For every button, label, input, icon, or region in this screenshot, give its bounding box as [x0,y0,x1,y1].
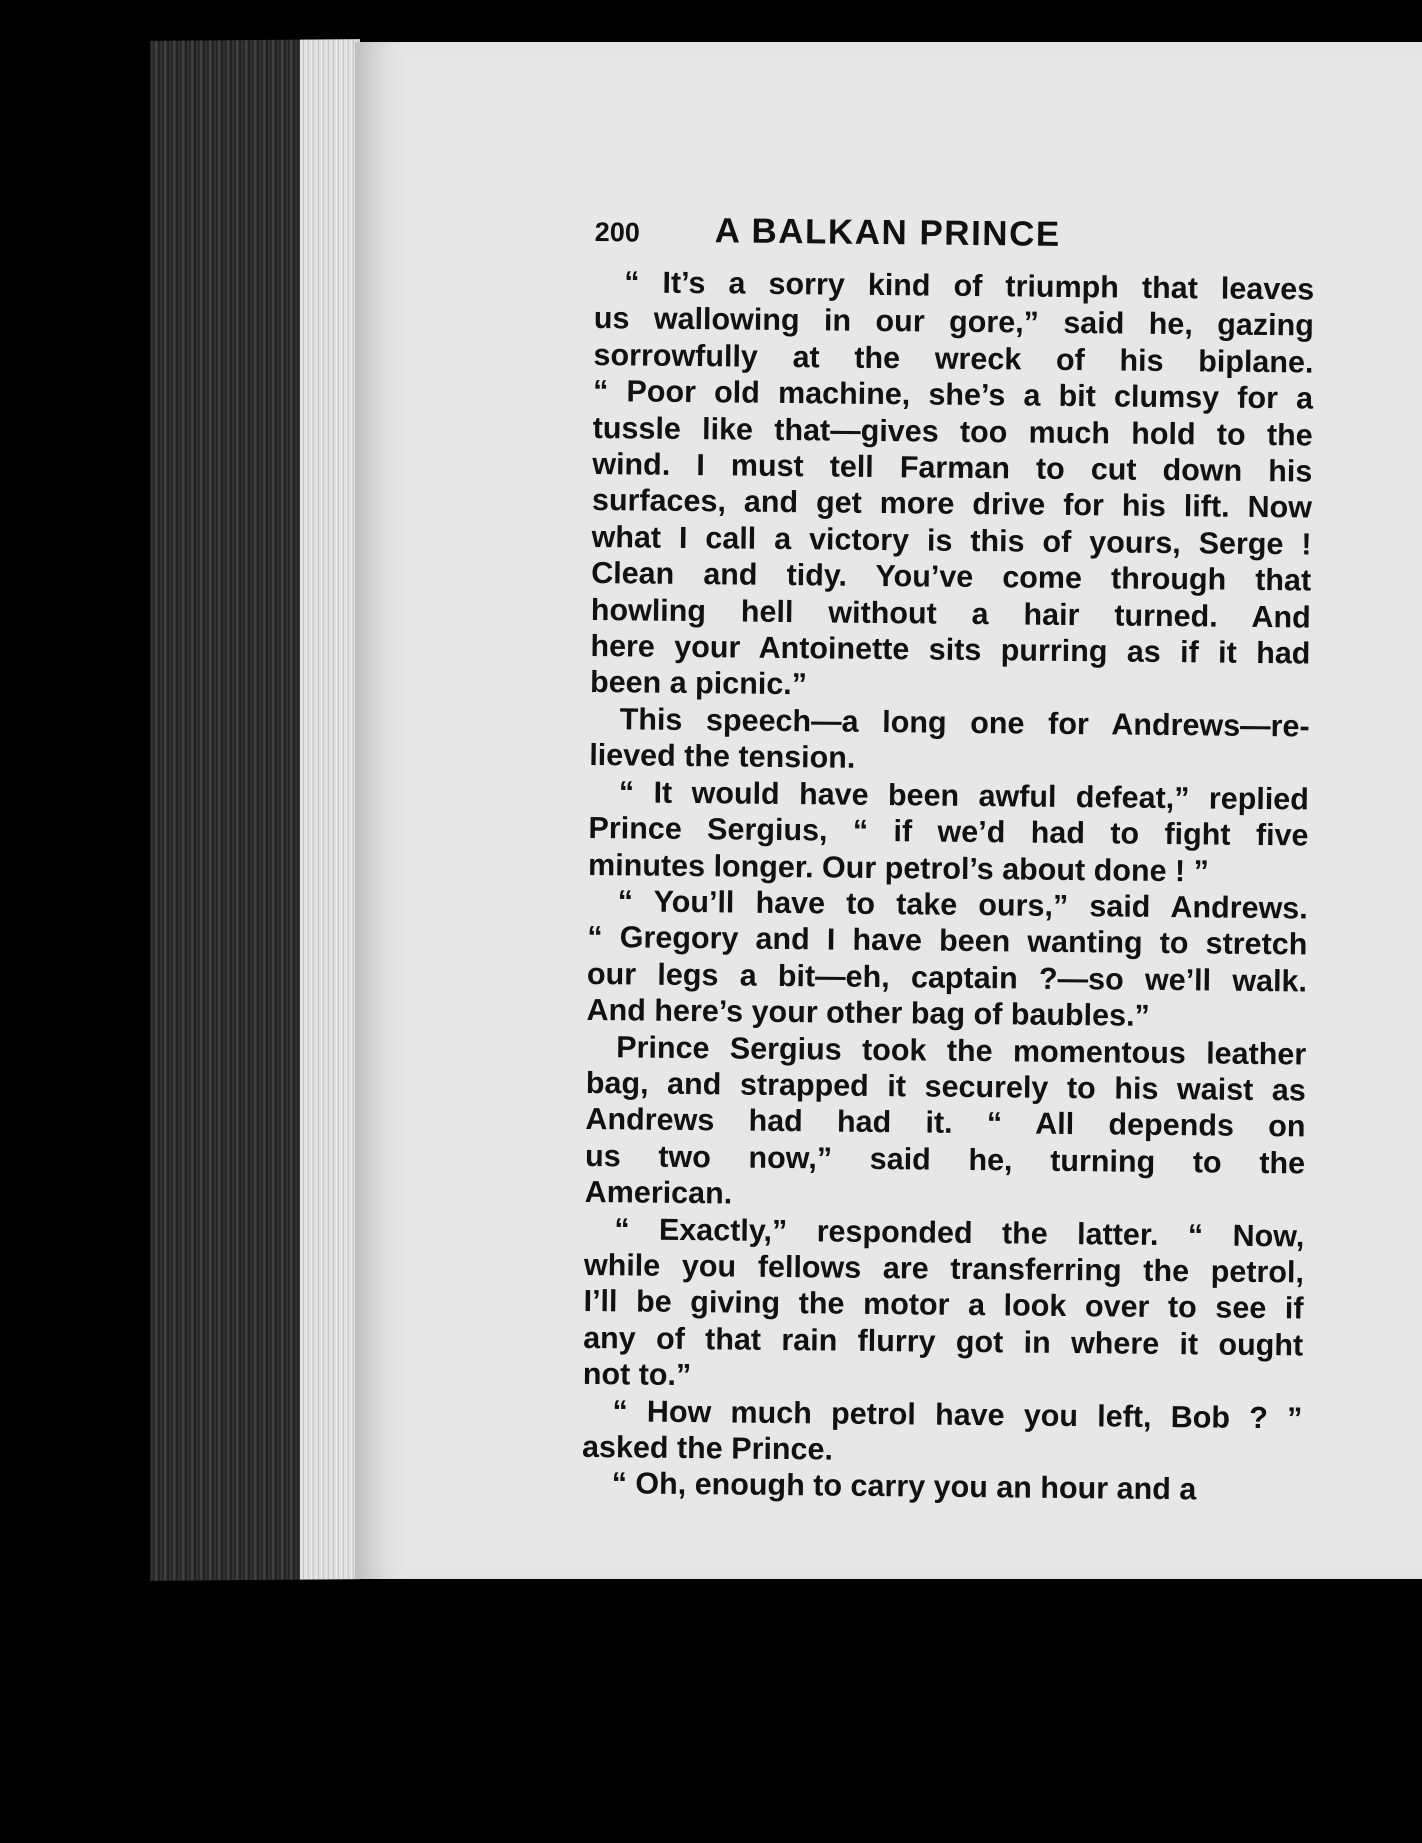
text-line: here your Antoinette sits purring as if it had [590,629,1311,671]
paragraph [590,264,1315,708]
text-line: our legs a bit—eh, captain ?—so we’ll walk. [586,956,1308,999]
paragraph [581,1465,1301,1509]
text-line: American. [584,1175,733,1211]
text-line: us two now,” said he, turning to the [584,1138,1306,1181]
text-line: “ It would have been awful defeat,” replied [618,774,1310,817]
text-line: “ Poor old machine, she’s a bit clumsy for a [592,374,1314,416]
text-line: “ How much petrol have you left, Bob ? ” [612,1393,1303,1436]
text-line: Andrews had had it. “ All depends on [585,1102,1306,1144]
page-number: 200 [594,216,640,248]
text-line: This speech—a long one for Andrews—re- [619,702,1310,744]
text-line: surfaces, and get more drive for his lift. Now [591,483,1313,525]
paragraph [589,701,1310,781]
text-line: Clean and tidy. You’ve come through that [591,556,1312,598]
text-line: while you fellows are transferring the petrol, [583,1247,1305,1290]
text-line: been a picnic.” [589,665,808,702]
text-line: And here’s your other bag of baubles.” [586,993,1150,1033]
paragraph [588,774,1309,891]
body-text [581,264,1314,1509]
running-title: A BALKAN PRINCE [714,211,1061,254]
paragraph [585,1028,1307,1218]
text-line: any of that rain flurry got in where it ought [583,1320,1304,1363]
text-line: lieved the tension. [589,738,856,776]
text-line: not to.” [582,1357,692,1393]
text-line: “ It’s a sorry kind of triumph that leaves [624,265,1315,307]
text-line: minutes longer. Our petrol’s about done ! ” [587,847,1210,888]
book-page-edges [150,39,360,1581]
text-line: what I call a victory is this of yours, Serge ! [591,519,1312,562]
text-line: Prince Sergius took the momentous leather [616,1029,1307,1072]
text-block [581,210,1314,1509]
paragraph [582,1393,1303,1473]
text-line: tussle like that—gives too much hold to the [592,410,1313,453]
text-line: asked the Prince. [581,1429,834,1467]
paragraph [583,1211,1305,1401]
paragraph [586,883,1307,1036]
text-line: us wallowing in our gore,” said he, gazing [593,301,1315,343]
text-line: “ Exactly,” responded the latter. “ Now, [614,1211,1305,1254]
running-head [594,210,1315,272]
text-line: sorrowfully at the wreck of his biplane. [593,337,1314,380]
text-line: “ Gregory and I have been wanting to stretch [587,920,1308,962]
text-line: I’ll be giving the motor a look over to see if [583,1284,1304,1326]
text-line: “ Oh, enough to carry you an hour and a [611,1466,1197,1507]
text-line: wind. I must tell Farman to cut down his [592,447,1313,489]
text-line: howling hell without a hair turned. And [590,592,1311,635]
text-line: Prince Sergius, “ if we’d had to fight five [588,811,1309,853]
text-line: bag, and strapped it securely to his waist as [585,1065,1306,1108]
text-line: “ You’ll have to take ours,” said Andrews. [617,884,1308,926]
